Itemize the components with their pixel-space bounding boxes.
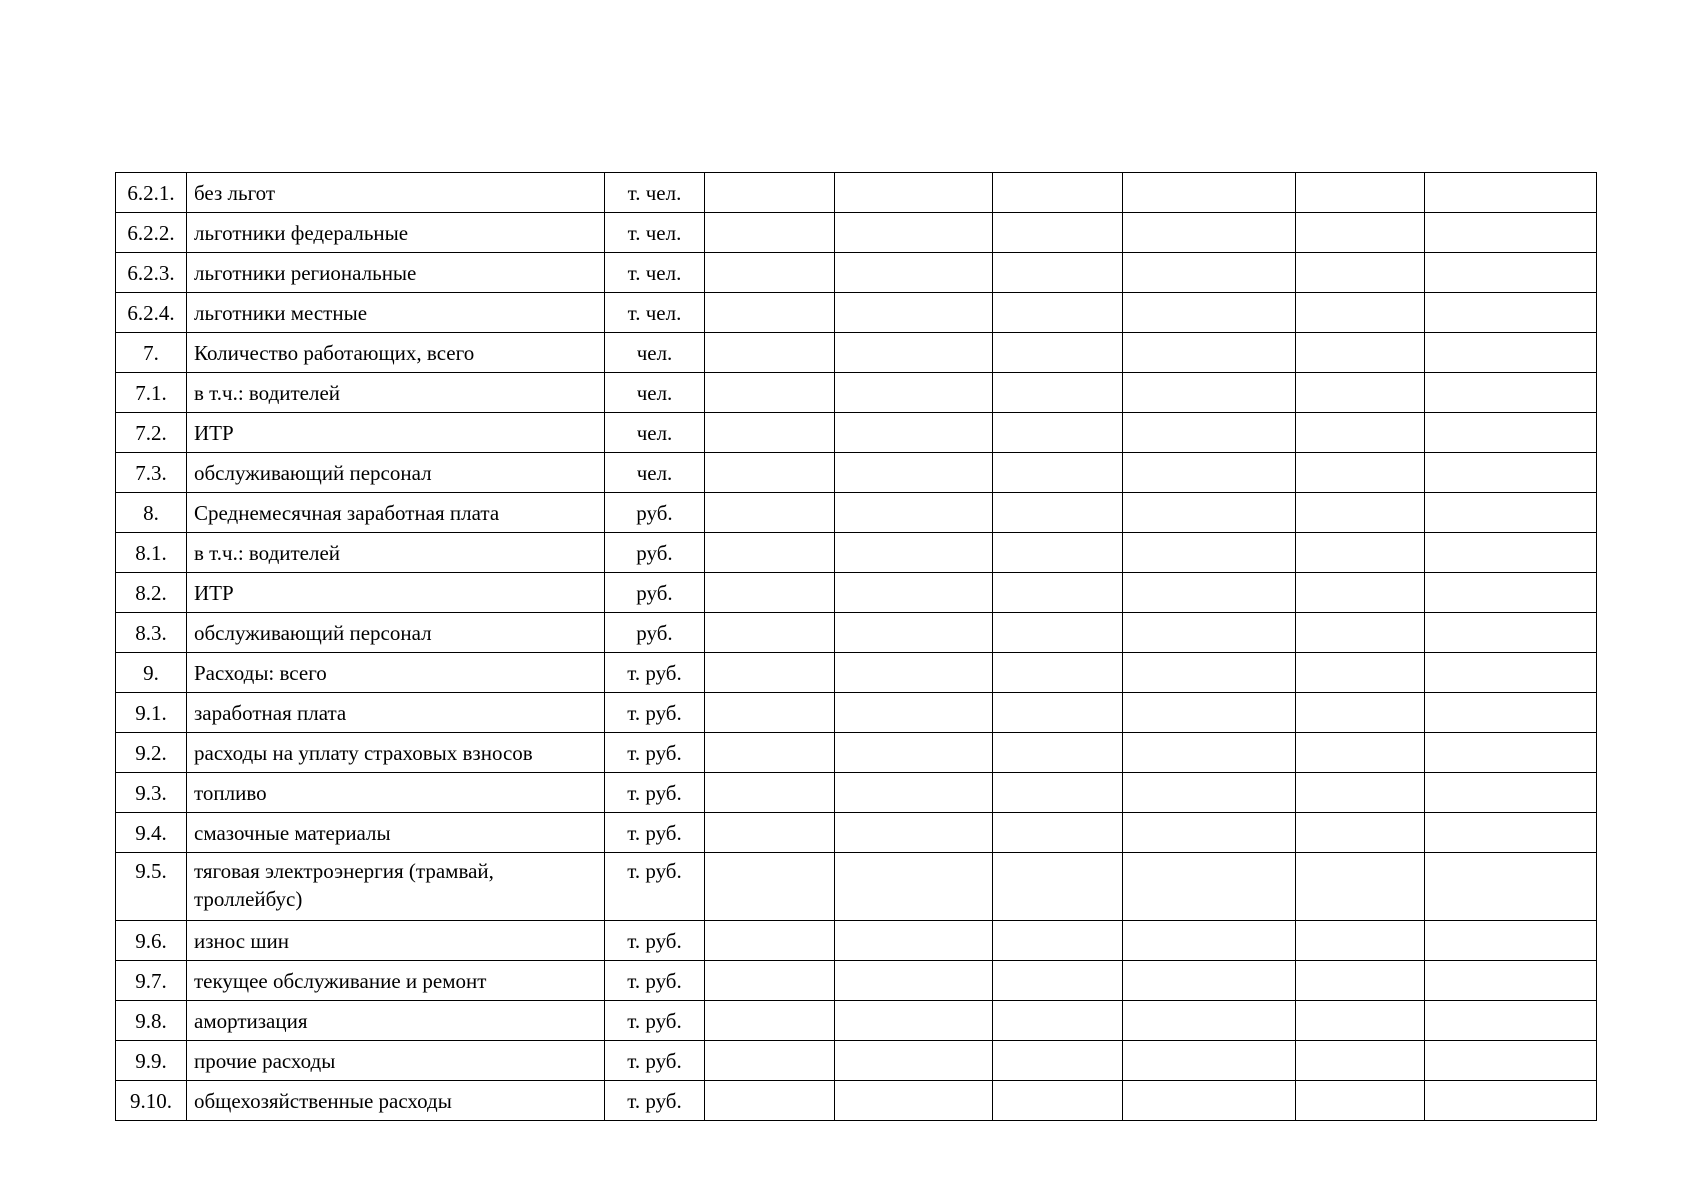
row-unit: т. чел. [605, 253, 705, 293]
table-row [116, 333, 1597, 373]
row-description: тяговая электроэнергия (трамвай, троллейбус) [187, 853, 605, 921]
table-row [116, 173, 1597, 213]
value-cell [1123, 493, 1296, 533]
table-row [116, 773, 1597, 813]
value-cell [1296, 333, 1425, 373]
row-unit: т. руб. [605, 1041, 705, 1081]
table-row [116, 921, 1597, 961]
value-cell [705, 813, 835, 853]
value-cell [993, 853, 1123, 921]
value-cell [835, 813, 993, 853]
value-cell [1296, 773, 1425, 813]
value-cell [705, 733, 835, 773]
value-cell [835, 693, 993, 733]
value-cell [705, 333, 835, 373]
value-cell [993, 213, 1123, 253]
value-cell [993, 573, 1123, 613]
value-cell [835, 1041, 993, 1081]
value-cell [835, 1081, 993, 1121]
row-description: обслуживающий персонал [187, 613, 605, 653]
value-cell [1296, 813, 1425, 853]
value-cell [705, 533, 835, 573]
row-number: 9.8. [116, 1001, 187, 1041]
value-cell [835, 333, 993, 373]
row-description: ИТР [187, 573, 605, 613]
row-unit: т. чел. [605, 213, 705, 253]
row-unit: т. руб. [605, 921, 705, 961]
value-cell [1123, 293, 1296, 333]
table-row [116, 693, 1597, 733]
value-cell [1123, 1041, 1296, 1081]
row-unit: т. руб. [605, 653, 705, 693]
row-number: 6.2.2. [116, 213, 187, 253]
row-description: расходы на уплату страховых взносов [187, 733, 605, 773]
value-cell [705, 1001, 835, 1041]
row-description: смазочные материалы [187, 813, 605, 853]
value-cell [835, 533, 993, 573]
value-cell [835, 733, 993, 773]
value-cell [1425, 573, 1597, 613]
value-cell [835, 961, 993, 1001]
table-row [116, 733, 1597, 773]
table-row [116, 1001, 1597, 1041]
value-cell [1425, 413, 1597, 453]
value-cell [1425, 921, 1597, 961]
row-number: 9.1. [116, 693, 187, 733]
value-cell [993, 493, 1123, 533]
value-cell [1425, 333, 1597, 373]
row-description: текущее обслуживание и ремонт [187, 961, 605, 1001]
value-cell [993, 373, 1123, 413]
value-cell [1296, 921, 1425, 961]
value-cell [1123, 573, 1296, 613]
row-unit: руб. [605, 613, 705, 653]
value-cell [1296, 653, 1425, 693]
table-row [116, 653, 1597, 693]
value-cell [1123, 733, 1296, 773]
row-unit: т. руб. [605, 693, 705, 733]
value-cell [993, 253, 1123, 293]
value-cell [1296, 413, 1425, 453]
value-cell [835, 1001, 993, 1041]
row-unit: руб. [605, 493, 705, 533]
row-description: в т.ч.: водителей [187, 373, 605, 413]
value-cell [1296, 1001, 1425, 1041]
value-cell [705, 573, 835, 613]
row-number: 9.3. [116, 773, 187, 813]
value-cell [705, 493, 835, 533]
value-cell [705, 413, 835, 453]
table-row [116, 1081, 1597, 1121]
value-cell [993, 773, 1123, 813]
value-cell [993, 453, 1123, 493]
value-cell [705, 921, 835, 961]
row-unit: руб. [605, 573, 705, 613]
value-cell [1296, 253, 1425, 293]
value-cell [1296, 213, 1425, 253]
value-cell [993, 613, 1123, 653]
row-number: 8.2. [116, 573, 187, 613]
table-row [116, 293, 1597, 333]
value-cell [1123, 653, 1296, 693]
row-description: Количество работающих, всего [187, 333, 605, 373]
row-description: Расходы: всего [187, 653, 605, 693]
row-description: обслуживающий персонал [187, 453, 605, 493]
value-cell [705, 961, 835, 1001]
table-row [116, 493, 1597, 533]
value-cell [1123, 333, 1296, 373]
table-row [116, 413, 1597, 453]
value-cell [705, 853, 835, 921]
value-cell [835, 613, 993, 653]
value-cell [1425, 773, 1597, 813]
value-cell [1296, 573, 1425, 613]
value-cell [705, 253, 835, 293]
value-cell [835, 453, 993, 493]
table-row [116, 573, 1597, 613]
value-cell [993, 653, 1123, 693]
row-description: без льгот [187, 173, 605, 213]
row-unit: чел. [605, 373, 705, 413]
value-cell [835, 293, 993, 333]
value-cell [993, 173, 1123, 213]
value-cell [705, 693, 835, 733]
value-cell [993, 293, 1123, 333]
table-row [116, 373, 1597, 413]
table-row [116, 853, 1597, 921]
value-cell [1123, 173, 1296, 213]
value-cell [1425, 813, 1597, 853]
value-cell [993, 813, 1123, 853]
table-row [116, 253, 1597, 293]
row-number: 7.2. [116, 413, 187, 453]
value-cell [1123, 773, 1296, 813]
value-cell [1296, 373, 1425, 413]
row-description: льготники местные [187, 293, 605, 333]
row-unit: т. руб. [605, 961, 705, 1001]
row-description: ИТР [187, 413, 605, 453]
value-cell [1425, 653, 1597, 693]
value-cell [705, 653, 835, 693]
value-cell [1425, 961, 1597, 1001]
value-cell [1425, 1081, 1597, 1121]
row-unit: т. чел. [605, 293, 705, 333]
value-cell [1425, 733, 1597, 773]
row-number: 8.3. [116, 613, 187, 653]
row-number: 9.9. [116, 1041, 187, 1081]
row-number: 9.10. [116, 1081, 187, 1121]
table-row [116, 613, 1597, 653]
value-cell [1123, 453, 1296, 493]
row-number: 7.3. [116, 453, 187, 493]
value-cell [835, 493, 993, 533]
row-unit: т. руб. [605, 1001, 705, 1041]
value-cell [993, 1001, 1123, 1041]
value-cell [993, 693, 1123, 733]
value-cell [1296, 613, 1425, 653]
value-cell [835, 773, 993, 813]
value-cell [835, 373, 993, 413]
row-description: общехозяйственные расходы [187, 1081, 605, 1121]
row-number: 7. [116, 333, 187, 373]
row-description: топливо [187, 773, 605, 813]
value-cell [1296, 733, 1425, 773]
value-cell [1425, 533, 1597, 573]
row-number: 6.2.1. [116, 173, 187, 213]
value-cell [835, 413, 993, 453]
value-cell [1123, 613, 1296, 653]
row-unit: т. руб. [605, 813, 705, 853]
table-row [116, 961, 1597, 1001]
row-description: прочие расходы [187, 1041, 605, 1081]
row-description: льготники федеральные [187, 213, 605, 253]
row-description: в т.ч.: водителей [187, 533, 605, 573]
value-cell [1296, 173, 1425, 213]
value-cell [835, 213, 993, 253]
row-unit: т. руб. [605, 773, 705, 813]
row-unit: т. руб. [605, 1081, 705, 1121]
value-cell [1425, 213, 1597, 253]
row-number: 6.2.4. [116, 293, 187, 333]
table-row [116, 213, 1597, 253]
row-unit: чел. [605, 413, 705, 453]
value-cell [835, 853, 993, 921]
table-row [116, 453, 1597, 493]
table-row [116, 533, 1597, 573]
value-cell [835, 653, 993, 693]
value-cell [705, 613, 835, 653]
value-cell [993, 921, 1123, 961]
value-cell [1296, 493, 1425, 533]
value-cell [1123, 1001, 1296, 1041]
value-cell [1296, 693, 1425, 733]
value-cell [1123, 853, 1296, 921]
row-unit: т. чел. [605, 173, 705, 213]
value-cell [1425, 293, 1597, 333]
value-cell [993, 533, 1123, 573]
value-cell [835, 921, 993, 961]
row-number: 8.1. [116, 533, 187, 573]
row-description: износ шин [187, 921, 605, 961]
row-number: 9.5. [116, 853, 187, 921]
table-row [116, 1041, 1597, 1081]
value-cell [993, 1081, 1123, 1121]
value-cell [705, 453, 835, 493]
table-row [116, 813, 1597, 853]
value-cell [705, 173, 835, 213]
row-number: 9.2. [116, 733, 187, 773]
row-description: заработная плата [187, 693, 605, 733]
value-cell [1296, 293, 1425, 333]
value-cell [835, 173, 993, 213]
value-cell [1425, 453, 1597, 493]
value-cell [835, 573, 993, 613]
value-cell [993, 733, 1123, 773]
value-cell [1296, 533, 1425, 573]
indicators-table [115, 172, 1597, 1121]
value-cell [1123, 213, 1296, 253]
value-cell [705, 1041, 835, 1081]
value-cell [1425, 173, 1597, 213]
row-description: амортизация [187, 1001, 605, 1041]
row-unit: руб. [605, 533, 705, 573]
value-cell [1123, 373, 1296, 413]
value-cell [1123, 961, 1296, 1001]
value-cell [993, 961, 1123, 1001]
row-unit: чел. [605, 333, 705, 373]
value-cell [1296, 1041, 1425, 1081]
row-unit: т. руб. [605, 733, 705, 773]
value-cell [705, 293, 835, 333]
row-number: 8. [116, 493, 187, 533]
value-cell [1425, 613, 1597, 653]
value-cell [1296, 453, 1425, 493]
value-cell [1296, 961, 1425, 1001]
value-cell [1123, 533, 1296, 573]
row-number: 9.7. [116, 961, 187, 1001]
value-cell [1123, 693, 1296, 733]
row-number: 7.1. [116, 373, 187, 413]
row-description: Среднемесячная заработная плата [187, 493, 605, 533]
value-cell [1123, 253, 1296, 293]
value-cell [705, 773, 835, 813]
value-cell [993, 333, 1123, 373]
value-cell [1425, 693, 1597, 733]
value-cell [1123, 413, 1296, 453]
value-cell [1296, 853, 1425, 921]
value-cell [1425, 373, 1597, 413]
value-cell [1425, 853, 1597, 921]
row-number: 6.2.3. [116, 253, 187, 293]
value-cell [1425, 1041, 1597, 1081]
value-cell [1296, 1081, 1425, 1121]
value-cell [705, 373, 835, 413]
row-number: 9.4. [116, 813, 187, 853]
value-cell [993, 413, 1123, 453]
value-cell [705, 1081, 835, 1121]
value-cell [1425, 253, 1597, 293]
row-unit: т. руб. [605, 853, 705, 921]
value-cell [1123, 921, 1296, 961]
value-cell [1123, 1081, 1296, 1121]
value-cell [835, 253, 993, 293]
value-cell [1425, 1001, 1597, 1041]
row-description: льготники региональные [187, 253, 605, 293]
row-number: 9.6. [116, 921, 187, 961]
value-cell [1425, 493, 1597, 533]
value-cell [705, 213, 835, 253]
row-unit: чел. [605, 453, 705, 493]
value-cell [993, 1041, 1123, 1081]
value-cell [1123, 813, 1296, 853]
row-number: 9. [116, 653, 187, 693]
table-body [116, 173, 1597, 1121]
